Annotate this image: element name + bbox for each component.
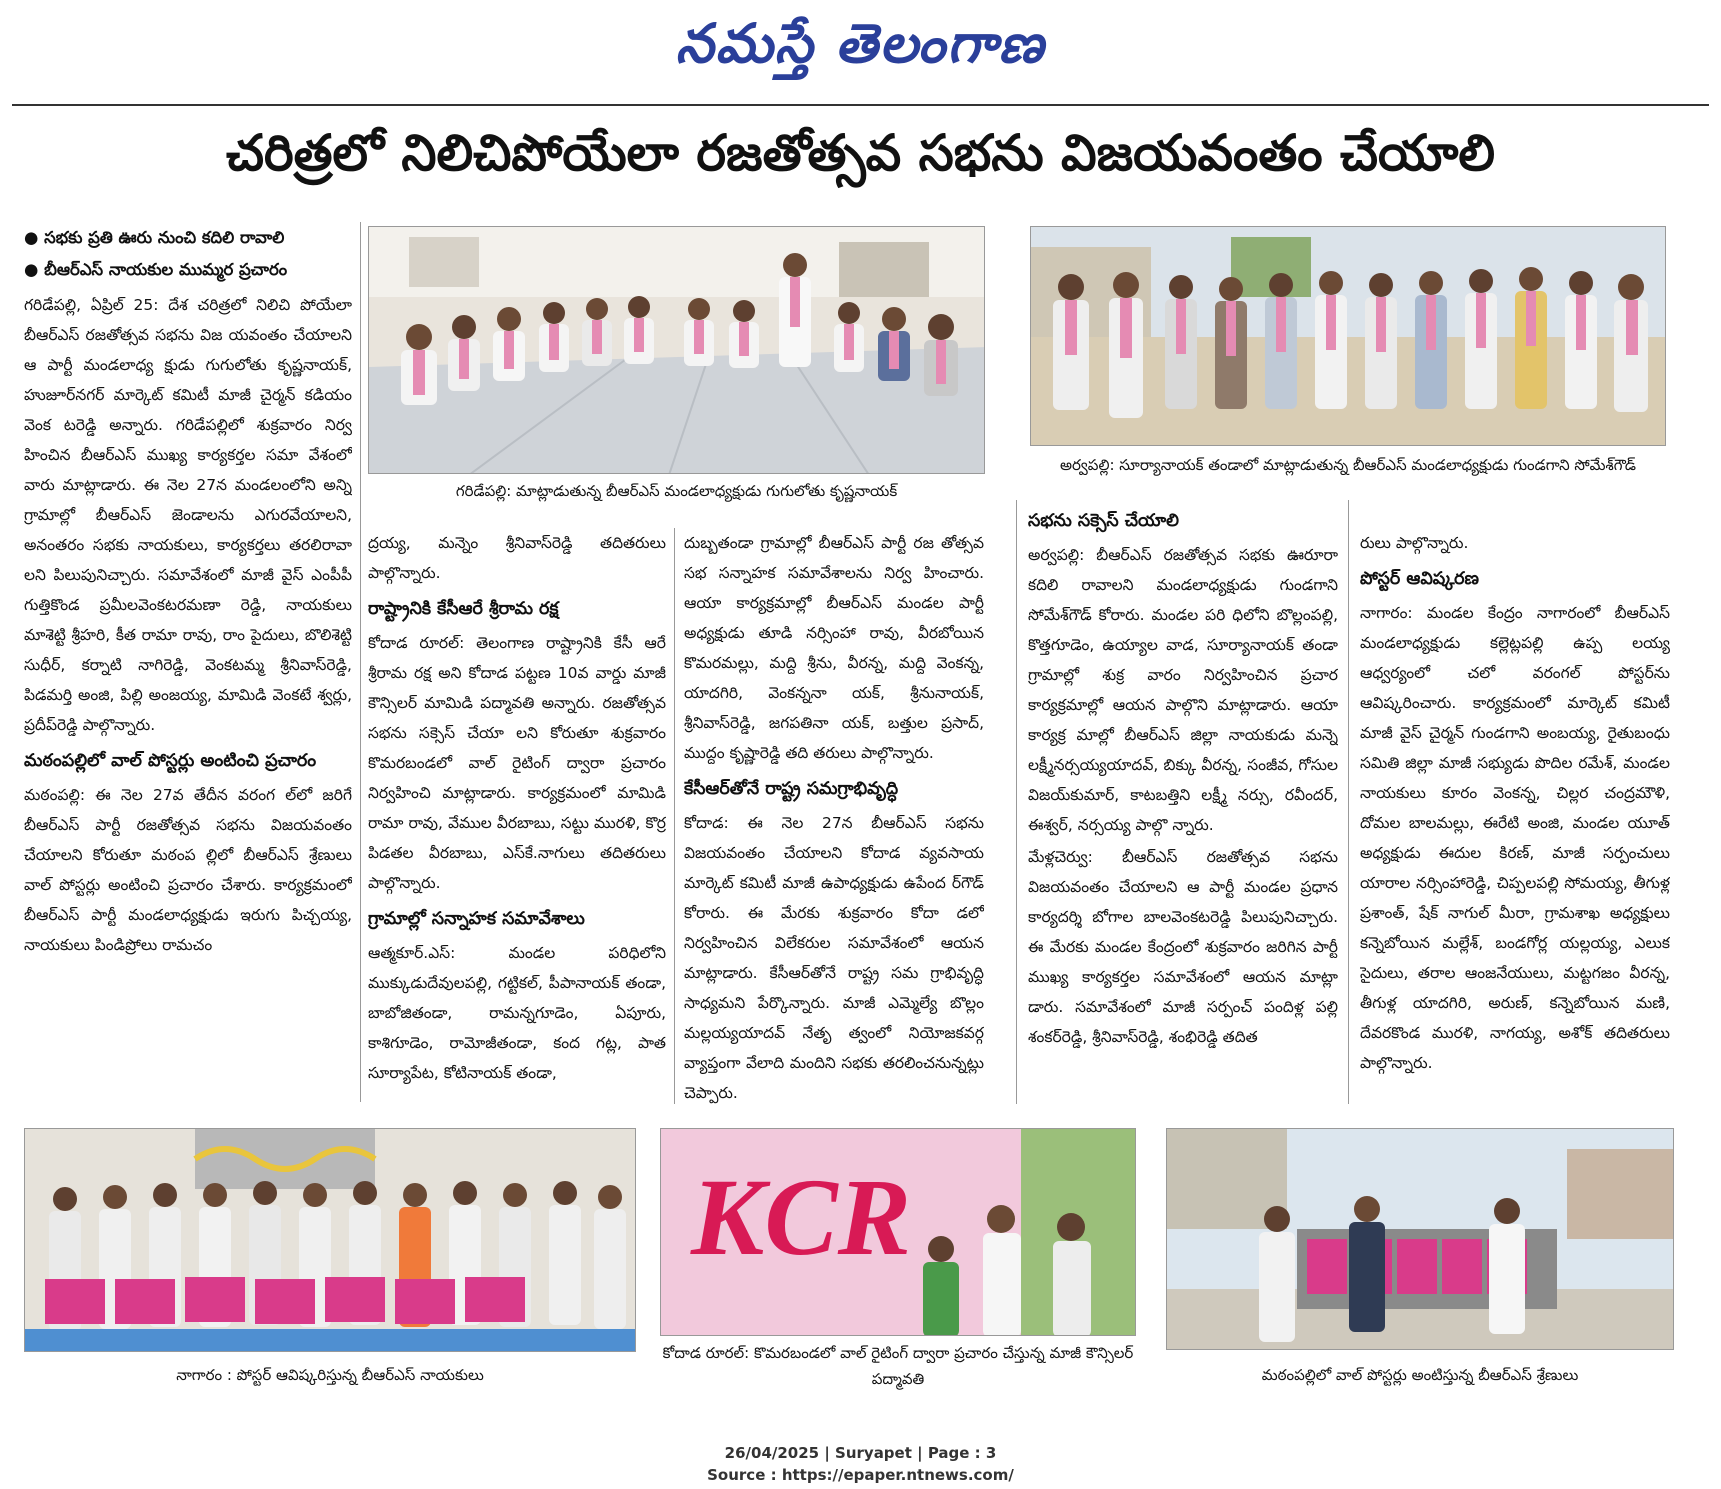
paragraph: కోదాడ: ఈ నెల 27న బీఆర్ఎస్ సభను విజయవంతం చేయాలని కోదాడ వ్యవసాయ మార్కెట్ కమిటీ మాజీ ఉపాధ్యక్షుడు ఉపేంద ర్‌గౌడ్ కోరారు. ఈ మేరకు శుక్రవారం కోదా డలో నిర్వహించిన విలేకరుల సమావేశంలో ఆయన మాట్లాడారు. కేసీఆర్‌తోనే రాష్ట్ర సమ గ్రాభివృద్ధి సాధ్యమని పేర్కొన్నారు. మాజీ ఎమ్మెల్యే బొల్లం మల్లయ్యయాదవ్ నేతృ త్వంలో నియోజకవర్గ వ్యాప్తంగా వేలాది మందిని సభకు తరలించనున్నట్లు చెప్పారు. [684, 814, 984, 1102]
article-column-3 [684, 528, 984, 1104]
footer-source-line: Source : https://epaper.ntnews.com/ [707, 1466, 1014, 1484]
paragraph: ఆత్మకూర్.ఎస్: మండల పరిధిలోని ముక్కుడుదేవులపల్లి, గట్టికల్, పీపానాయక్ తండా, బాబోజితండా, రామన్నగూడెం, ఏపూరు, కాశిగూడెం, రామోజీతండా, కంద గట్ల, పాత సూర్యాపేట, కోటినాయక్ తండా, [368, 944, 666, 1082]
masthead [0, 0, 1721, 100]
kcr-wall-text: KCR [691, 1156, 912, 1278]
photo-caption: కోదాడ రూరల్: కొమరబండలో వాల్ రైటింగ్ ద్వారా ప్రచారం చేస్తున్న మాజీ కౌన్సిలర్ పద్మావతి [662, 1344, 1134, 1388]
article-column-4 [1028, 500, 1338, 1104]
subheading: పోస్టర్ ఆవిష్కరణ [1360, 569, 1480, 589]
paragraph: అర్వపల్లి: బీఆర్ఎస్ రజతోత్సవ సభకు ఊరూరా కదిలి రావాలని మండలాధ్యక్షుడు గుండగాని సోమేశ్‌గౌడ్ కోరారు. మండల పరి ధిలోని బొల్లంపల్లి, కొత్తగూడెం, ఉయ్యాల వాడ, సూర్యానాయక్ తండా గ్రామాల్లో శుక్ర వారం నిర్వహించిన ప్రచార కార్యక్రమాల్లో ఆయన పాల్గొని మాట్లాడారు. ఆయా కార్యక్ర మాల్లో బీఆర్ఎస్ జిల్లా నాయకుడు మన్నె లక్ష్మీనర్సయ్యయాదవ్, బిక్కు వీరన్న, సంజీవ, గోసుల విజయ్‌కుమార్, కాటబత్తిని లక్ష్మీ నర్సు, రవీందర్, ఈశ్వర్, నర్సయ్య పాల్గొ న్నారు. [1028, 546, 1338, 834]
wall-writing-illustration [661, 1129, 1136, 1336]
campaign-photo-illustration [1031, 227, 1666, 446]
bullet-point-2: ● బీఆర్ఎస్ నాయకుల ముమ్మర ప్రచారం [24, 260, 288, 279]
column-divider [1348, 500, 1349, 1104]
article-column-2 [368, 528, 666, 1104]
photo-komarabanda-wall-writing [660, 1128, 1136, 1336]
photo-nagaram-poster [24, 1128, 636, 1352]
paragraph: నాగారం: మండల కేంద్రం నాగారంలో బీఆర్ఎస్ మండలాధ్యక్షుడు కల్లెట్లపల్లి ఉప్ప లయ్య ఆధ్వర్యంలో చలో వరంగల్ పోస్టర్‌ను ఆవిష్కరించారు. కార్యక్రమంలో మార్కెట్ కమిటీ మాజీ వైస్ చైర్మన్ గుండగాని అంబయ్య, రైతుబంధు సమితి జిల్లా మాజీ సభ్యుడు పొదిల రమేశ్, మండల నాయకులు కూరం వెంకన్న, చిల్లర చంద్రమౌళి, దోమల బాలమల్లు, ఈరేటి అంజి, మండల యూత్ అధ్యక్షుడు ఈదుల కిరణ్, మాజీ సర్పంచులు యారాల నర్సింహారెడ్డి, చిప్పలపల్లి సోమయ్య, తీగుళ్ల ప్రశాంత్, షేక్ నాగుల్ మీరా, గ్రామశాఖ అధ్యక్షులు కన్నెబోయిన మల్లేశ్, బండగోర్ల యల్లయ్య, ఎలుక సైదులు, తరాల ఆంజనేయులు, మట్టగజం వీరన్న, తీగుళ్ల యాదగిరి, అరుణ్, కన్నెబోయిన మణి, దేవరకొండ మురళి, నాగయ్య, అశోక్ తదితరులు పాల్గొన్నారు. [1360, 604, 1670, 1072]
column-divider [360, 222, 361, 1102]
paragraph: దుబ్బతండా గ్రామాల్లో బీఆర్ఎస్ పార్టీ రజ తోత్సవ సభ సన్నాహక సమావేశాలను నిర్వ హించారు. ఆయా కార్యక్రమాల్లో బీఆర్ఎస్ మండల పార్టీ అధ్యక్షుడు తూడి నర్సింహా రావు, వీరబోయిన కొమరమల్లు, మద్ది శ్రీను, వీరన్న, మద్ది వెంకన్న, యాదగిరి, వెంకన్ననా యక్, శ్రీనునాయక్, శ్రీనివాస్‌రెడ్డి, జగపతినా యక్, బత్తుల ప్రసాద్, ముద్దం కృష్ణారెడ్డి తది తరులు పాల్గొన్నారు. [684, 534, 984, 762]
photo-caption: గరిడేపల్లి: మాట్లాడుతున్న బీఆర్ఎస్ మండలాధ్యక్షుడు గుగులోతు కృష్ణనాయక్ [455, 482, 898, 500]
wall-poster-illustration [1167, 1129, 1674, 1350]
masthead-rule [12, 104, 1709, 106]
paragraph: ద్రయ్య, మన్నెం శ్రీనివాస్‌రెడ్డి తదితరులు పాల్గొన్నారు. [368, 534, 666, 582]
photo-arvapalli-campaign [1030, 226, 1666, 446]
bullet-point-1: ● సభకు ప్రతి ఊరు నుంచి కదిలి రావాలి [24, 228, 285, 247]
subheading: సభను సక్సెస్ చేయాలి [1028, 511, 1179, 531]
paragraph: మఠంపల్లి: ఈ నెల 27వ తేదీన వరంగ ల్‌లో జరిగే బీఆర్ఎస్ పార్టీ రజతోత్సవ సభను విజయవంతం చేయాలని కోరుతూ మఠంప ల్లిలో బీఆర్ఎస్ శ్రేణులు వాల్ పోస్టర్లు అంటించి ప్రచారం చేశారు. కార్యక్రమంలో బీఆర్ఎస్ పార్టీ మండలాధ్యక్షుడు ఇరుగు పిచ్చయ్య, నాయకులు పిండిప్రోలు రామచం [24, 786, 352, 954]
headline [12, 110, 1709, 208]
photo-caption: నాగారం : పోస్టర్ ఆవిష్కరిస్తున్న బీఆర్ఎస్ నాయకులు [176, 1366, 484, 1384]
photo-garidepalli-meeting [368, 226, 985, 474]
column-divider [674, 528, 675, 1104]
meeting-photo-illustration [369, 227, 985, 474]
poster-photo-illustration [25, 1129, 636, 1352]
paragraph: గరిడేపల్లి, ఏప్రిల్ 25: దేశ చరిత్రలో నిలిచి పోయేలా బీఆర్ఎస్ రజతోత్సవ సభను విజ యవంతం చేయాలని ఆ పార్టీ మండలాధ్య క్షుడు గుగులోతు కృష్ణనాయక్, హుజూర్‌నగర్ మార్కెట్ కమిటీ మాజీ చైర్మన్ కడియం వెంక టరెడ్డి అన్నారు. గరిడేపల్లిలో శుక్రవారం నిర్వ హించిన బీఆర్ఎస్ ముఖ్య కార్యకర్తల సమా వేశంలో వారు మాట్లాడారు. ఈ నెల 27న మండలంలోని అన్ని గ్రామాల్లో బీఆర్ఎస్ జెండాలను ఎగురవేయాలని, అనంతరం సభకు నాయకులు, కార్యకర్తలు తరలిరావా లని పిలుపునిచ్చారు. సమావేశంలో మాజీ వైస్ ఎంపీపీ గుత్తికొండ ప్రమీలవెంకటరమణా రెడ్డి, నాయకులు మాశెట్టి శ్రీహరి, కీత రామా రావు, రాం పైదులు, బొలిశెట్టి సుధీర్, కర్నాటి నాగిరెడ్డి, వెంకటమ్మ శ్రీనివాస్‌రెడ్డి, పిడమర్తి అంజి, పిల్లి అంజయ్య, మామిడి వెంకటే శ్వర్లు, ప్రదీప్‌రెడ్డి పాల్గొన్నారు. [24, 296, 352, 734]
paragraph: మేళ్లచెర్వు: బీఆర్ఎస్ రజతోత్సవ సభను విజయవంతం చేయాలని ఆ పార్టీ మండల ప్రధాన కార్యదర్శి బోగాల బాలవెంకటరెడ్డి పిలుపునిచ్చారు. ఈ మేరకు మండల కేంద్రంలో శుక్రవారం జరిగిన పార్టీ ముఖ్య కార్యకర్తల సమావేశంలో ఆయన మాట్లా డారు. సమావేశంలో మాజీ సర్పంచ్ పందిళ్ల పల్లి శంకర్‌రెడ్డి, శ్రీనివాస్‌రెడ్డి, శంభిరెడ్డి తదిత [1028, 848, 1338, 1046]
paragraph: కోదాడ రూరల్: తెలంగాణ రాష్ట్రానికి కేసీ ఆరే శ్రీరామ రక్ష అని కోదాడ పట్టణ 10వ వార్డు మాజీ కౌన్సిలర్ మామిడి పద్మావతి అన్నారు. రజతోత్సవ సభను సక్సెస్ చేయా లని కోరుతూ శుక్రవారం కొమరబండలో వాల్ రైటింగ్ ద్వారా ప్రచారం నిర్వహించి మాట్లాడారు. కార్యక్రమంలో మామిడి రామా రావు, వేముల వీరబాబు, సట్టు మురళి, కొర్ర పిడతల వీరబాబు, ఎస్‌కే.నాగులు తదితరులు పాల్గొన్నారు. [368, 634, 666, 892]
column-divider [1016, 500, 1017, 1104]
article-column-1 [24, 222, 352, 1102]
footer-date-line: 26/04/2025 | Suryapet | Page : 3 [724, 1444, 997, 1462]
photo-mathampalli-wall-posters [1166, 1128, 1674, 1350]
article-column-5 [1360, 528, 1670, 1104]
subheading: రాష్ట్రానికి కేసీఆరే శ్రీరామ రక్ష [368, 599, 559, 619]
photo-caption: అర్వపల్లి: సూర్యానాయక్ తండాలో మాట్లాడుతున్న బీఆర్ఎస్ మండలాధ్యక్షుడు గుండగాని సోమేశ్‌గౌడ్ [1060, 456, 1636, 474]
subheading: కేసీఆర్‌తోనే రాష్ట్ర సమగ్రాభివృద్ధి [684, 779, 899, 799]
paragraph: రులు పాల్గొన్నారు. [1360, 534, 1469, 552]
photo-caption: మఠంపల్లిలో వాల్ పోస్టర్లు అంటిస్తున్న బీఆర్ఎస్ శ్రేణులు [1261, 1366, 1579, 1384]
masthead-title: నమస్తే తెలంగాణ [675, 11, 1046, 75]
headline-text: చరిత్రలో నిలిచిపోయేలా రజతోత్సవ సభను విజయవంతం చేయాలి [225, 123, 1496, 182]
subheading: మఠంపల్లిలో వాల్ పోస్టర్లు అంటించి ప్రచారం [24, 751, 317, 771]
subheading: గ్రామాల్లో సన్నాహక సమావేశాలు [368, 909, 585, 929]
